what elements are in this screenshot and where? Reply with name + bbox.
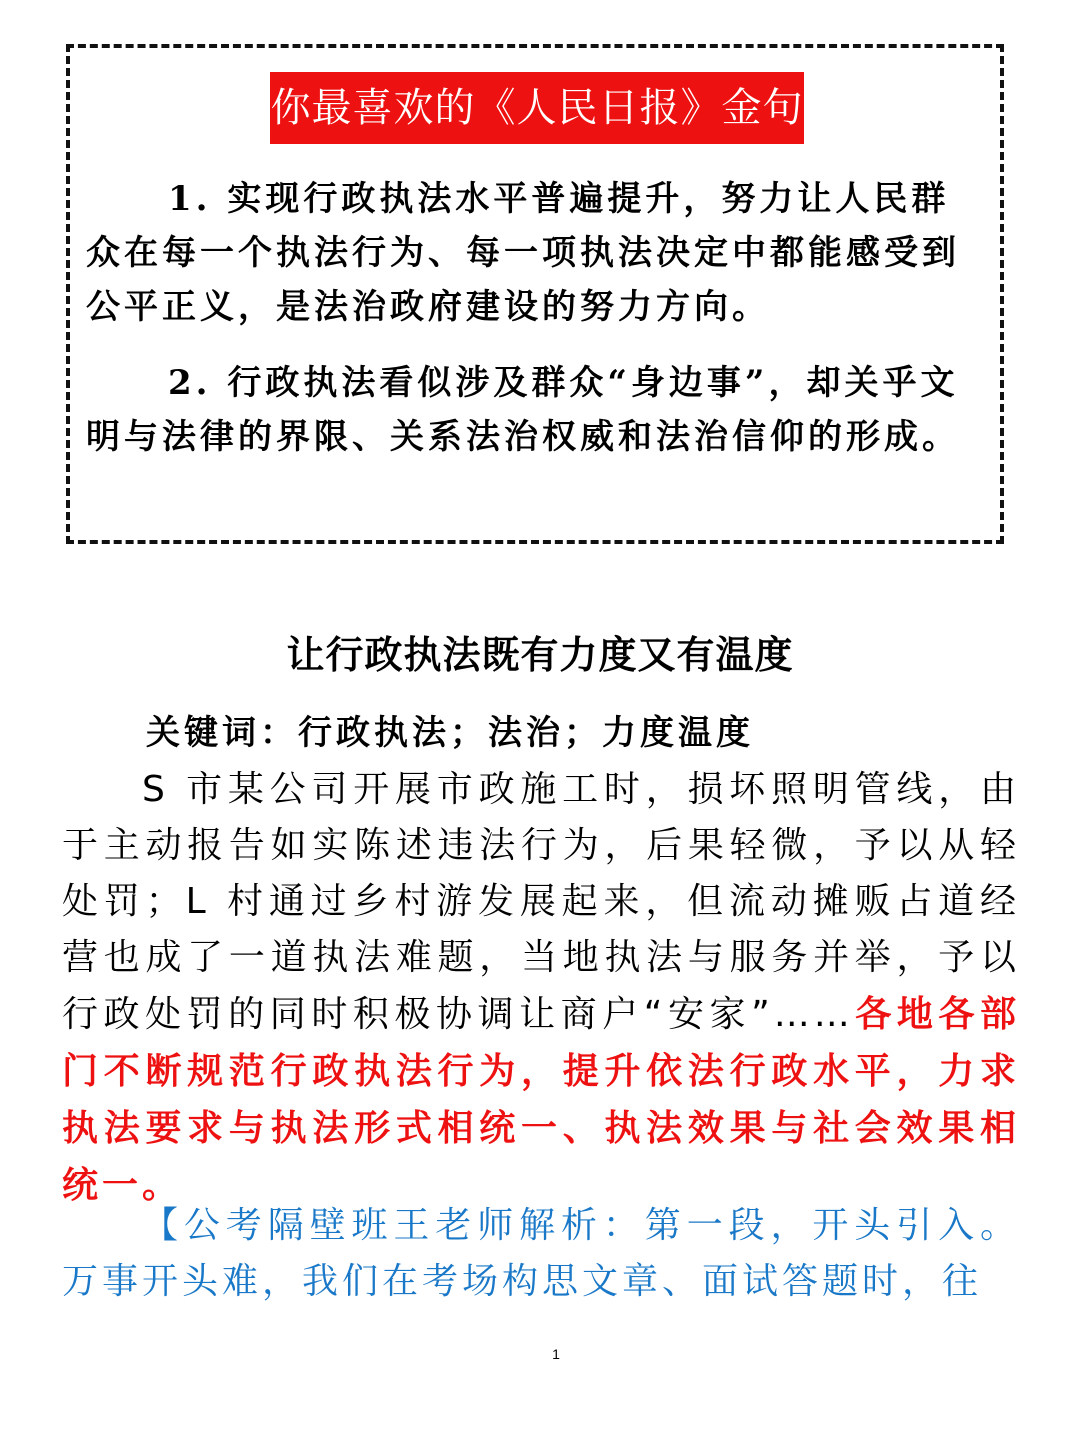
keywords-line: 关键词：行政执法；法治；力度温度 [146,713,754,753]
quote-item-1: 1. 实现行政执法水平普遍提升，努力让人民群众在每一个执法行为、每一项执法决定中都能感受到公平正义，是法治政府建设的努力方向。 [86,179,960,327]
paragraph-normal-text: S 市某公司开展市政施工时，损坏照明管线，由于主动报告如实陈述违法行为，后果轻微，予以从轻处罚；L 村通过乡村游发展起来，但流动摊贩占道经营也成了一道执法难题，当地执法与服务并举，予以行政处罚的同时积极协调让商户“安家”…… [62,769,1020,1035]
quote-item-2: 2. 行政执法看似涉及群众“身边事”，却关乎文明与法律的界限、关系法治权威和法治信仰的形成。 [86,363,960,457]
teacher-analysis: 【公考隔壁班王老师解析：第一段，开头引入。万事开头难，我们在考场构思文章、面试答题时，往 [62,1205,1020,1302]
quote-box-title: 你最喜欢的《人民日报》金句 [270,72,804,144]
page-number: 1 [552,1346,560,1362]
article-title: 让行政执法既有力度又有温度 [286,632,794,677]
paragraph-highlight-text: 各地各部门不断规范行政执法行为，提升依法行政水平，力求执法要求与执法形式相统一、执法效果与社会效果相统一。 [62,993,1020,1206]
article-paragraph-1 [62,762,1020,1214]
